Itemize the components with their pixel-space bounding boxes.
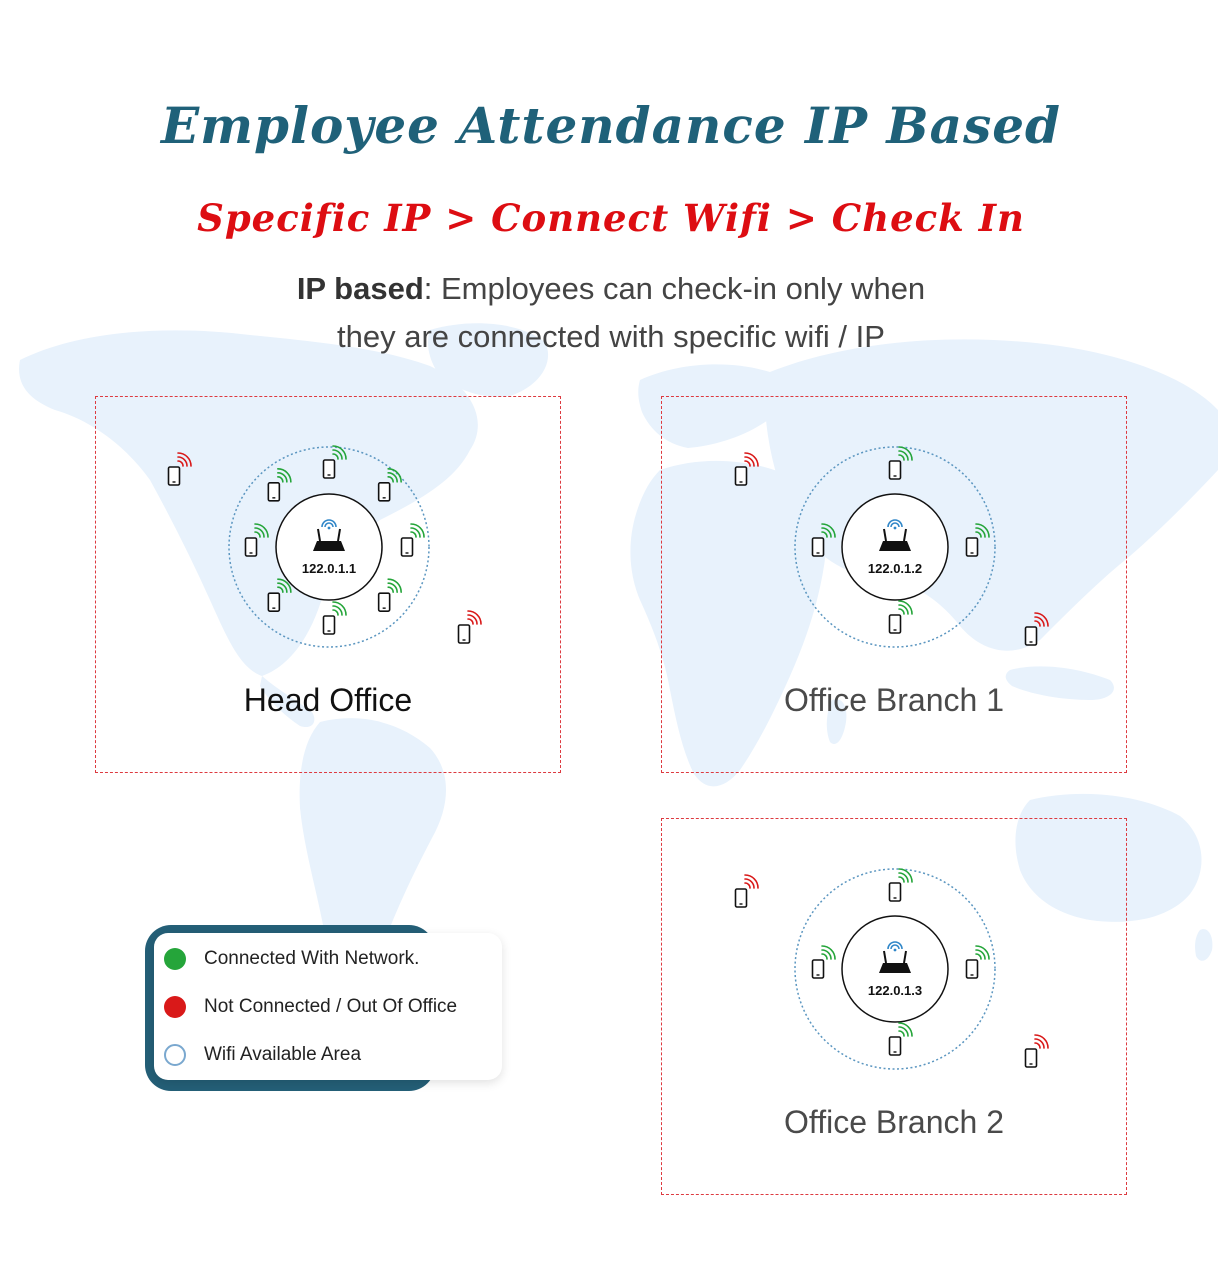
green-dot-icon (164, 948, 186, 970)
phone-icon (967, 960, 978, 978)
wifi-signal-connected-icon (899, 447, 912, 460)
description-line-2: they are connected with specific wifi / IP (337, 319, 885, 354)
ip-address-label: 122.0.1.2 (867, 561, 923, 576)
phone-icon (379, 593, 390, 611)
wifi-signal-connected-icon (822, 946, 835, 959)
wifi-signal-connected-icon (255, 524, 268, 537)
phone-icon (459, 625, 470, 643)
wifi-signal-connected-icon (899, 601, 912, 614)
office-name: Office Branch 2 (784, 1104, 1004, 1140)
wifi-signal-connected-icon (976, 946, 989, 959)
wifi-signal-connected-icon (333, 602, 346, 615)
wifi-signal-disconnected-icon (468, 611, 481, 624)
phone-icon (268, 483, 279, 501)
legend-item-wifi-area (164, 1041, 361, 1069)
phone-icon (890, 1037, 901, 1055)
office-card-branch-2 (661, 818, 1127, 1195)
legend-label: Not Connected / Out Of Office (204, 996, 458, 1017)
wifi-signal-disconnected-icon (1035, 613, 1048, 626)
office-name: Office Branch 1 (784, 682, 1004, 718)
legend-label: Wifi Available Area (204, 1044, 362, 1065)
description-bold: IP based (296, 271, 424, 306)
phone-icon (813, 960, 824, 978)
ip-address-label: 122.0.1.3 (867, 983, 923, 998)
office-card-branch-1 (661, 396, 1127, 773)
phone-icon (324, 616, 335, 634)
page-title: Employee Attendance IP Based (160, 96, 1062, 155)
phone-icon (268, 593, 279, 611)
wifi-signal-connected-icon (899, 869, 912, 882)
description-text-1: : Employees can check-in only when (423, 271, 926, 306)
phone-icon (890, 615, 901, 633)
wifi-signal-disconnected-icon (745, 453, 758, 466)
phone-icon (736, 889, 747, 907)
phone-icon (402, 538, 413, 556)
office-name: Head Office (243, 682, 413, 718)
phone-icon (890, 883, 901, 901)
office-card-head-office (95, 396, 561, 773)
legend-item-connected (164, 945, 419, 973)
description (0, 265, 1222, 361)
hollow-circle-icon (164, 1044, 186, 1066)
phone-icon (967, 538, 978, 556)
wifi-signal-connected-icon (411, 524, 424, 537)
description-line-1 (0, 265, 1222, 313)
phone-icon (246, 538, 257, 556)
legend-item-not-connected (164, 993, 457, 1021)
wifi-signal-disconnected-icon (178, 453, 191, 466)
wifi-signal-disconnected-icon (745, 875, 758, 888)
wifi-signal-disconnected-icon (1035, 1035, 1048, 1048)
ip-address-label: 122.0.1.1 (301, 561, 357, 576)
phone-icon (1026, 627, 1037, 645)
wifi-signal-connected-icon (388, 469, 401, 482)
phone-icon (736, 467, 747, 485)
phone-icon (890, 461, 901, 479)
wifi-signal-connected-icon (899, 1023, 912, 1036)
phone-icon (324, 460, 335, 478)
phone-icon (169, 467, 180, 485)
page-subtitle: Specific IP > Connect Wifi > Check In (197, 196, 1025, 240)
wifi-signal-connected-icon (333, 446, 346, 459)
legend-label: Connected With Network. (204, 948, 420, 969)
phone-icon (379, 483, 390, 501)
phone-icon (813, 538, 824, 556)
wifi-signal-connected-icon (388, 579, 401, 592)
wifi-signal-connected-icon (278, 469, 291, 482)
legend (154, 933, 502, 1080)
wifi-signal-connected-icon (976, 524, 989, 537)
phone-icon (1026, 1049, 1037, 1067)
wifi-signal-connected-icon (822, 524, 835, 537)
red-dot-icon (164, 996, 186, 1018)
